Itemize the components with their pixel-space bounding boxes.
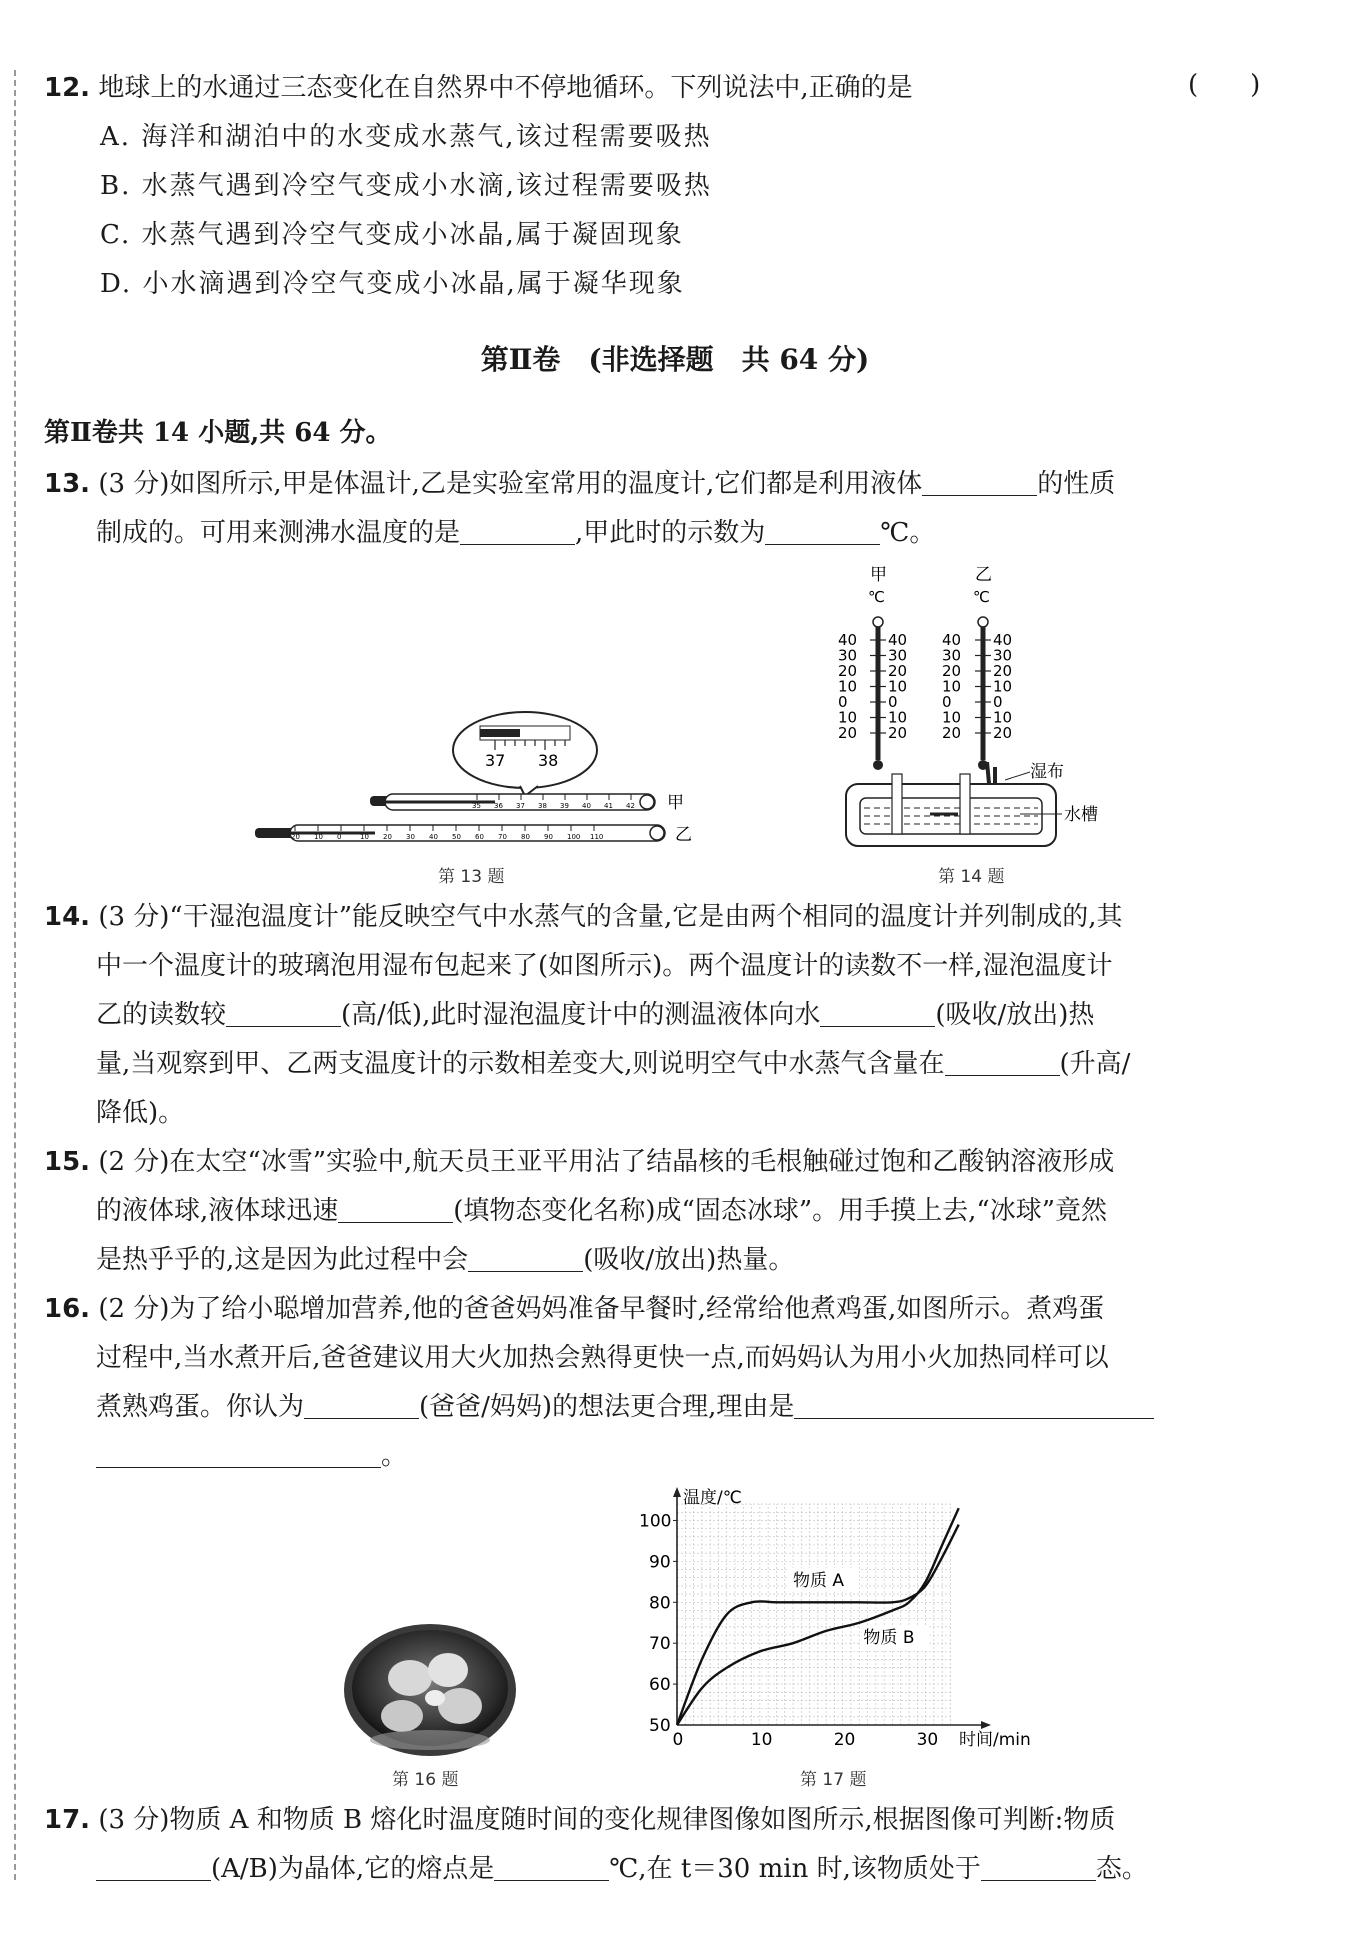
scale-label: 10 [993, 708, 1013, 727]
x-tick-label: 0 [672, 1730, 684, 1750]
caption-13: 第 13 题 [438, 867, 505, 887]
tick-label: 40 [582, 802, 591, 810]
zoom-label-37: 37 [485, 751, 506, 770]
question-13 [44, 460, 1284, 558]
tick-label: 36 [494, 802, 503, 810]
tick-label: 20 [291, 833, 300, 841]
answer-parentheses[interactable]: ( ) [1188, 70, 1261, 100]
y-tick-label: 90 [649, 1552, 671, 1573]
q14-line-3b: (高/低),此时湿泡温度计中的测温液体向水 [341, 1000, 821, 1030]
question-number: 12. [44, 73, 91, 103]
tick-label: 10 [360, 833, 369, 841]
scale-label: 0 [942, 693, 952, 711]
tick-label: 50 [452, 833, 461, 841]
q14-line-5: 降低)。 [96, 1098, 185, 1128]
zoom-label-38: 38 [538, 751, 559, 770]
x-tick-label: 30 [916, 1730, 939, 1750]
q14-line-1: (3 分)“干湿泡温度计”能反映空气中水蒸气的含量,它是由两个相同的温度计并列制成的,其 [98, 902, 1123, 932]
q17-line-2b: ℃,在 t＝30 min 时,该物质处于 [609, 1854, 981, 1884]
q15-line-1: (2 分)在太空“冰雪”实验中,航天员王亚平用沾了结晶核的毛根触碰过饱和乙酸钠溶液形成 [98, 1147, 1115, 1177]
blank-15-2[interactable] [468, 1241, 583, 1272]
scale-label: 20 [993, 662, 1013, 680]
tick-label: 60 [475, 833, 484, 841]
scale-label: 0 [888, 693, 898, 711]
tick-label: 110 [590, 833, 604, 841]
tick-label: 35 [472, 802, 481, 810]
question-number: 16. [44, 1294, 91, 1324]
question-15 [44, 1138, 1284, 1285]
blank-13-3[interactable] [765, 514, 880, 545]
scale-label: 10 [838, 708, 858, 727]
label-wet-cloth: 湿布 [1030, 762, 1064, 782]
blank-13-2[interactable] [460, 514, 575, 545]
scale-label: 30 [942, 646, 962, 665]
figure-17-melting-chart [615, 1485, 1045, 1765]
q17-line-1: (3 分)物质 A 和物质 B 熔化时温度随时间的变化规律图像如图所示,根据图像可判断:物质 [98, 1805, 1116, 1835]
scale-label: 20 [888, 724, 908, 742]
q14-line-3a: 乙的读数较 [96, 1000, 227, 1030]
blank-13-1[interactable] [922, 465, 1037, 496]
tick-label: 20 [383, 833, 392, 841]
figure-14-wet-dry-thermometer [830, 562, 1120, 862]
scale-label: 20 [942, 662, 962, 680]
q17-line-2a: (A/B)为晶体,它的熔点是 [211, 1854, 495, 1884]
scale-label: 20 [942, 724, 962, 742]
tick-label: 30 [406, 833, 415, 841]
blank-17-1[interactable] [96, 1850, 211, 1881]
question-17 [44, 1796, 1284, 1894]
section-title: 第Ⅱ卷 (非选择题 共 64 分) [480, 343, 870, 376]
tick-label: 70 [498, 833, 507, 841]
scale-label: 10 [942, 677, 962, 696]
caption-16: 第 16 题 [392, 1770, 459, 1790]
blank-14-2[interactable] [820, 996, 935, 1027]
figure-13-thermometers [255, 700, 705, 860]
q16-line-3a: 煮熟鸡蛋。你认为 [96, 1392, 305, 1422]
q15-line-3b: (吸收/放出)热量。 [583, 1245, 795, 1275]
series-label-b: 物质 B [863, 1628, 915, 1649]
question-number: 14. [44, 902, 91, 932]
blank-15-1[interactable] [338, 1192, 453, 1223]
y-tick-label: 50 [649, 1716, 671, 1736]
x-tick-label: 10 [750, 1730, 773, 1750]
label-water-tank: 水槽 [1064, 805, 1098, 825]
question-stem: 地球上的水通过三态变化在自然界中不停地循环。下列说法中,正确的是 [98, 73, 913, 103]
series-label-a: 物质 A [793, 1570, 845, 1591]
q13-text-3: 制成的。可用来测沸水温度的是 [96, 518, 461, 548]
q16-line-1: (2 分)为了给小聪增加营养,他的爸爸妈妈准备早餐时,经常给他煮鸡蛋,如图所示。煮鸡蛋 [98, 1294, 1105, 1324]
scale-label: 20 [993, 724, 1013, 742]
section-subtitle: 第Ⅱ卷共 14 小题,共 64 分。 [44, 418, 392, 448]
y-tick-label: 70 [649, 1634, 671, 1655]
label-yi: 乙 [675, 825, 692, 845]
q13-text-4: ,甲此时的示数为 [575, 518, 766, 548]
scale-label: 0 [993, 693, 1003, 711]
label-yi: 乙 [975, 565, 992, 585]
label-jia: 甲 [870, 565, 887, 585]
y-tick-label: 60 [649, 1675, 671, 1696]
scale-label: 30 [888, 646, 908, 665]
scale-label: 40 [838, 631, 858, 649]
blank-16-3[interactable] [96, 1437, 381, 1468]
q15-line-2a: 的液体球,液体球迅速 [96, 1196, 339, 1226]
figure-16-boiling-eggs [340, 1618, 520, 1758]
q16-line-3b: (爸爸/妈妈)的想法更合理,理由是 [419, 1392, 795, 1422]
q14-line-4b: (升高/ [1059, 1049, 1131, 1079]
q15-line-3a: 是热乎乎的,这是因为此过程中会 [96, 1245, 469, 1275]
scale-label: 10 [888, 677, 908, 696]
blank-17-3[interactable] [981, 1850, 1096, 1881]
blank-14-3[interactable] [945, 1045, 1060, 1076]
question-12 [44, 64, 1284, 113]
q13-text-2: 的性质 [1037, 469, 1116, 499]
scale-label: 30 [838, 646, 858, 665]
scale-label: 10 [838, 677, 858, 696]
x-axis-label: 时间/min [959, 1730, 1031, 1750]
question-14 [44, 893, 1284, 1138]
question-number: 17. [44, 1805, 91, 1835]
option-d[interactable]: D. 小水滴遇到冷空气变成小冰晶,属于凝华现象 [100, 269, 685, 299]
scale-label: 20 [838, 662, 858, 680]
question-number: 13. [44, 469, 91, 499]
q16-line-4: 。 [381, 1441, 408, 1471]
tick-label: 42 [626, 802, 635, 810]
q17-line-2c: 态。 [1095, 1854, 1148, 1884]
scale-label: 40 [942, 631, 962, 649]
scale-label: 30 [993, 646, 1013, 665]
q14-line-3c: (吸收/放出)热 [935, 1000, 1095, 1030]
q13-text-5: ℃。 [880, 518, 936, 548]
tick-label: 100 [567, 833, 581, 841]
option-b[interactable]: B. 水蒸气遇到冷空气变成小水滴,该过程需要吸热 [100, 171, 712, 201]
tick-label: 10 [314, 833, 323, 841]
q16-line-2: 过程中,当水煮开后,爸爸建议用大火加热会熟得更快一点,而妈妈认为用小火加热同样可以 [96, 1343, 1109, 1373]
unit-celsius: ℃ [868, 588, 885, 606]
caption-17: 第 17 题 [800, 1770, 867, 1790]
y-tick-label: 80 [649, 1593, 671, 1614]
blank-16-1[interactable] [304, 1388, 419, 1419]
scale-label: 20 [838, 724, 858, 742]
blank-16-2[interactable] [794, 1388, 1154, 1419]
tick-label: 40 [429, 833, 438, 841]
scale-label: 10 [888, 708, 908, 727]
q14-line-4a: 量,当观察到甲、乙两支温度计的示数相差变大,则说明空气中水蒸气含量在 [96, 1049, 945, 1079]
option-c[interactable]: C. 水蒸气遇到冷空气变成小冰晶,属于凝固现象 [100, 220, 684, 250]
caption-14: 第 14 题 [938, 867, 1005, 887]
blank-14-1[interactable] [226, 996, 341, 1027]
blank-17-2[interactable] [494, 1850, 609, 1881]
scale-label: 10 [942, 708, 962, 727]
scale-label: 0 [838, 693, 848, 711]
q14-line-2: 中一个温度计的玻璃泡用湿布包起来了(如图所示)。两个温度计的读数不一样,湿泡温度计 [96, 951, 1113, 981]
tick-label: 0 [337, 833, 342, 841]
x-tick-label: 20 [833, 1730, 856, 1750]
q15-line-2b: (填物态变化名称)成“固态冰球”。用手摸上去,“冰球”竟然 [453, 1196, 1107, 1226]
scale-label: 40 [993, 631, 1013, 649]
tick-label: 37 [516, 802, 525, 810]
tick-label: 41 [604, 802, 613, 810]
tick-label: 90 [544, 833, 553, 841]
question-number: 15. [44, 1147, 91, 1177]
question-16 [44, 1285, 1284, 1481]
tick-label: 80 [521, 833, 530, 841]
tick-label: 39 [560, 802, 569, 810]
scale-label: 10 [993, 677, 1013, 696]
option-a[interactable]: A. 海洋和湖泊中的水变成水蒸气,该过程需要吸热 [100, 122, 712, 152]
tick-label: 38 [538, 802, 547, 810]
unit-celsius: ℃ [973, 588, 990, 606]
scale-label: 40 [888, 631, 908, 649]
scale-label: 20 [888, 662, 908, 680]
y-axis-label: 温度/℃ [683, 1488, 742, 1508]
y-tick-label: 100 [639, 1511, 672, 1532]
label-jia: 甲 [667, 793, 684, 813]
q13-text-1: (3 分)如图所示,甲是体温计,乙是实验室常用的温度计,它们都是利用液体 [98, 469, 923, 499]
